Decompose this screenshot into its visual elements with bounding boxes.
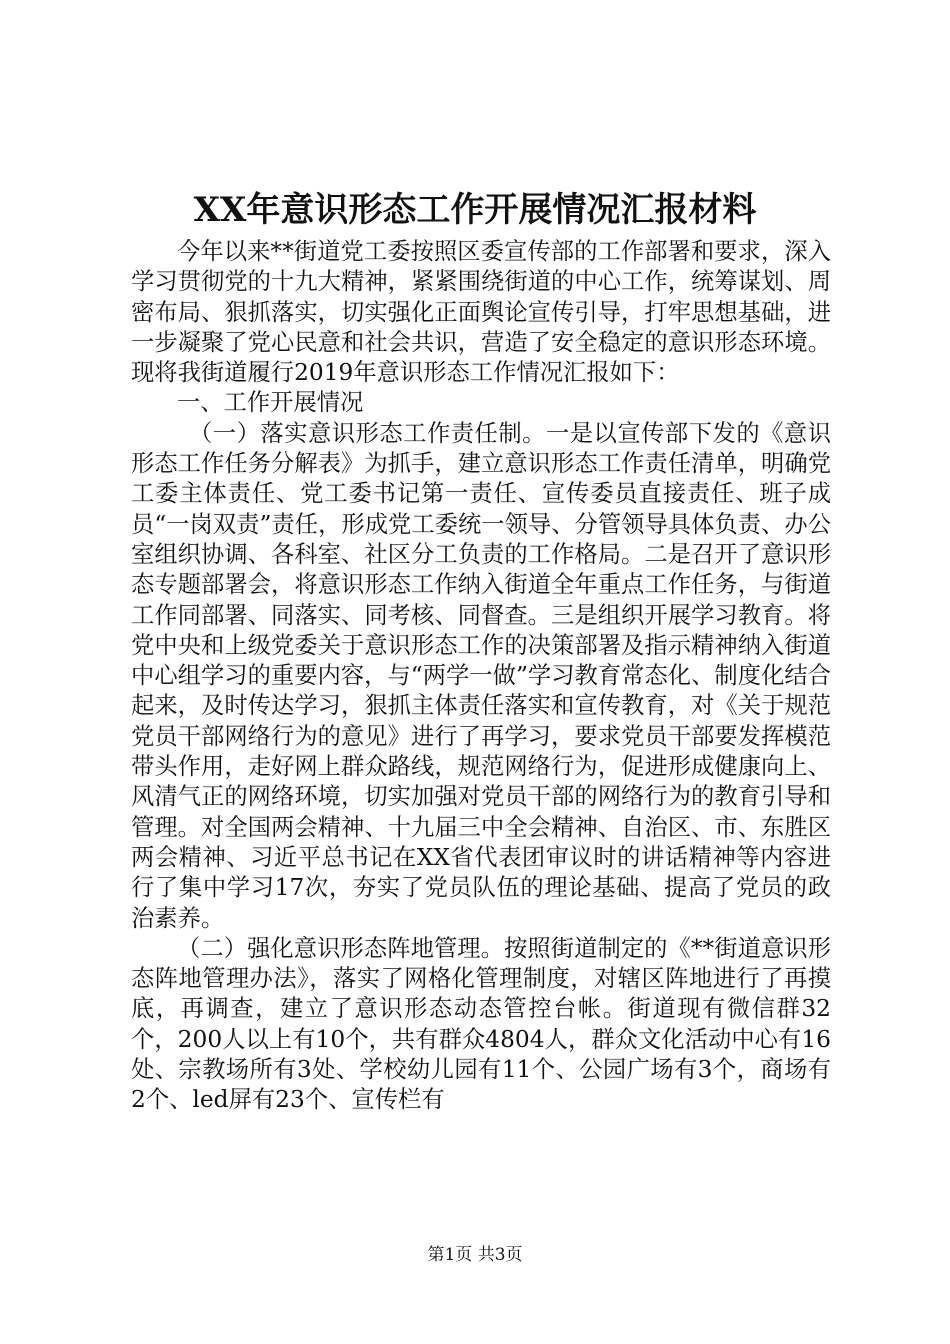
- document-title: XX年意识形态工作开展情况汇报材料: [193, 190, 757, 230]
- intro-paragraph: 今年以来**街道党工委按照区委宣传部的工作部署和要求，深入学习贯彻党的十九大精神，紧紧围绕街道的中心工作，统筹谋划、周密布局、狠抓落实，切实强化正面舆论宣传引导，打牢思想基础，进一步凝聚了党心民意和社会共识，营造了安全稳定的意识形态环境。现将我街道履行2019年意识形态工作情况汇报如下：: [131, 238, 831, 387]
- section-heading: 一、工作开展情况: [177, 389, 364, 417]
- document-body: [131, 237, 831, 1116]
- page-footer: 第1页 共3页: [427, 1245, 523, 1265]
- body-paragraph: （一）落实意识形态工作责任制。一是以宣传部下发的《意识形态工作任务分解表》为抓手，建立意识形态工作责任清单，明确党工委主体责任、党工委书记第一责任、宣传委员直接责任、班子成员“一岗双责”责任，形成党工委统一领导、分管领导具体负责、办公室组织协调、各科室、社区分工负责的工作格局。二是召开了意识形态专题部署会，将意识形态工作纳入街道全年重点工作任务，与街道工作同部署、同落实、同考核、同督查。三是组织开展学习教育。将党中央和上级党委关于意识形态工作的决策部署及指示精神纳入街道中心组学习的重要内容，与“两学一做”学习教育常态化、制度化结合起来，及时传达学习，狠抓主体责任落实和宣传教育，对《关于规范党员干部网络行为的意见》进行了再学习，要求党员干部要发挥模范带头作用，走好网上群众路线，规范网络行为，促进形成健康向上、风清气正的网络环境，切实加强对党员干部的网络行为的教育引导和管理。对全国两会精神、十九届三中全会精神、自治区、市、东胜区两会精神、习近平总书记在XX省代表团审议时的讲话精神等内容进行了集中学习17次，夯实了党员队伍的理论基础、提高了党员的政治素养。: [131, 419, 831, 932]
- body-paragraph: （二）强化意识形态阵地管理。按照街道制定的《**街道意识形态阵地管理办法》，落实了网格化管理制度，对辖区阵地进行了再摸底，再调查，建立了意识形态动态管控台帐。街道现有微信群32个，200人以上有10个，共有群众4804人，群众文化活动中心有16处、宗教场所有3处、学校幼儿园有11个、公园广场有3个，商场有2个、led屏有23个、宣传栏有: [131, 934, 831, 1114]
